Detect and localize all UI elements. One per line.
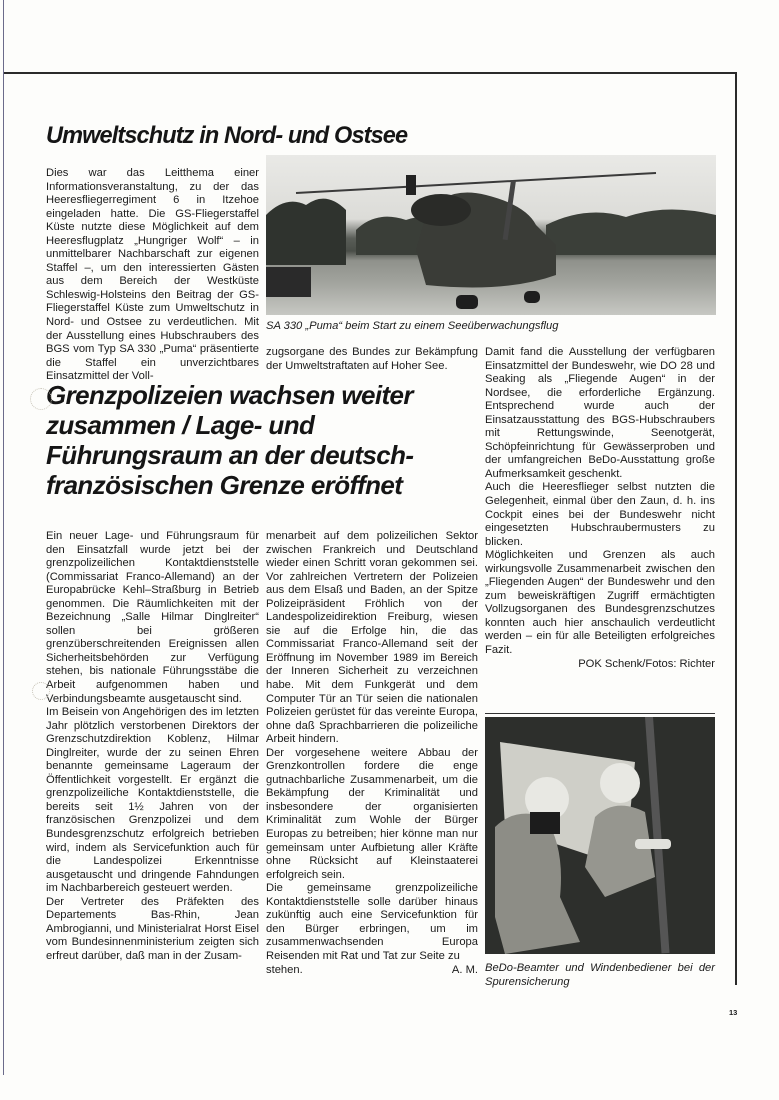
- article2-column-1: [46, 530, 259, 964]
- article2-paragraph: Die gemeinsame grenzpolizeiliche Kontaktdienststelle solle darüber hinaus zukünftig auch eine Servicefunktion für den Bürger erbringen, um im zusammenwachsenden Europa Reisenden mit Rat und Tat zur Seite zu: [266, 882, 478, 962]
- article1-paragraph: Dies war das Leitthema einer Informationsveranstaltung, zu der das Heeresfliegerregiment 6 in Itzehoe eingeladen hatte. Die GS-Fliegerstaffel Küste nutzte diese Möglichkeit auf dem Heeresflugplatz „Hungriger Wolf“ – in unmittelbarer Nachbarschaft zur eigenen Staffel –, um den interessierten Gästen aus dem Bereich der Westküste Schleswig-Holsteins den Beitrag der GS-Fliegerstaffel Küste zum Umweltschutz in Nord- und Ostsee zu verdeutlichen. Mit der Ausstellung eines Hubschraubers des BGS vom Typ SA 330 „Puma“ präsentierte die Staffel ein unverzichtbares Einsatzmittel der Voll-: [46, 167, 259, 383]
- article2-column-2: [266, 530, 478, 977]
- article2-paragraph: Ein neuer Lage- und Führungsraum für den Einsatzfall wurde jetzt bei der grenzpolizeilichen Kontaktdienststelle (Commissariat Franco-Allemand) an der Europabrücke Kehl–Straßburg in Betrieb genommen. Die Räumlichkeiten mit der Bezeichnung „Salle Hilmar Dinglreiter“ sollen bei größeren grenzüberschreitenden Ereignissen allen Sicherheitsbehörden zur Verfügung stehen, bis nationale Führungsstäbe die Arbeit aufgenommen haben und Verbindungsbeamte ausgetauscht sind.: [46, 530, 259, 705]
- article2-paragraph: Der vorgesehene weitere Abbau der Grenzkontrollen fordere die enge gutnachbarliche Zusammenarbeit, um die Bekämpfung der Kriminalität und insbesondere der organisierten Kriminalität zum Wohle der Bürger Europas zu betreiben; hier könne man nur gemeinsam unter Aufbietung aller Kräfte ohne Rücksicht auf Kleinstaaterei erfolgreich sein.: [266, 746, 478, 881]
- article2-closing-line: [266, 964, 478, 978]
- article1-paragraph: zugsorgane des Bundes zur Bekämpfung der Umweltstraftaten auf Hoher See.: [266, 346, 478, 372]
- helicopter-image-icon: [266, 155, 716, 315]
- article2-headline: Grenzpolizeien wachsen weiter zusammen / Lage- und Führungsraum an der deutsch-französischen Grenze eröffnet: [46, 380, 414, 500]
- article1-paragraph: Damit fand die Ausstellung der verfügbaren Einsatzmittel der Bundeswehr, wie DO 28 und Seaking als „Fliegende Augen“ in der Nordsee, die erforderliche Ergänzung. Entsprechend wurde auch der Einsatzausstattung des BGS-Hubschraubers mit Rettungswinde, Seenotgerät, Schöpfeinrichtung für Gewässerproben und der umfangreichen BeDo-Ausstattung große Aufmerksamkeit geschenkt.: [485, 346, 715, 480]
- page-number: 13: [729, 1008, 738, 1017]
- article2-paragraph: Im Beisein von Angehörigen des im letzten Jahr plötzlich verstorbenen Direktors der Grenzschutzdirektion Koblenz, Hilmar Dinglreiter, wurde der zu seinen Ehren benannte gemeinsame Lageraum der Öffentlichkeit vorgestellt. Er ergänzt die grenzpolizeiliche Kontaktdienststelle, die bereits seit 1½ Jahren von der französischen Grenzpolizei und dem Bundesgrenzschutz erfolgreich betrieben wird, indem als Servicefunktion auch für die Landespolizei Erkenntnisse ausgetauscht und dringende Fahndungen im Nachbarbereich gesteuert werden.: [46, 706, 259, 895]
- photo-caption: SA 330 „Puma“ beim Start zu einem Seeüberwachungsflug: [266, 320, 559, 332]
- crew-image-icon: [485, 717, 715, 954]
- author-signature: A. M.: [451, 963, 478, 976]
- article1-column-3: [485, 346, 715, 671]
- scan-artifact: [30, 388, 52, 410]
- article1-headline: Umweltschutz in Nord- und Ostsee: [46, 122, 408, 149]
- article1-paragraph: Auch die Heeresflieger selbst nutzten die Gelegenheit, einmal über den Zaun, d. h. ins Cockpit eines bei der Bundeswehr nicht eingesetzten Hubschraubermusters zu blicken.: [485, 481, 715, 548]
- crew-photo: [485, 717, 715, 954]
- article1-column-2: [266, 346, 478, 373]
- scan-artifact: [32, 682, 50, 700]
- frame-top-rule: [3, 72, 737, 74]
- article2-paragraph: Der Vertreter des Präfekten des Departements Bas-Rhin, Jean Ambrogianni, und Ministerialrat Horst Eisel vom Bundesinnenministerium zeigten sich erfreut darüber, daß man in der Zusam-: [46, 895, 259, 962]
- article1-column-1: [46, 167, 259, 384]
- photo-separator-rule: [485, 713, 715, 714]
- photo-caption: BeDo-Beamter und Windenbediener bei der Spurensicherung: [485, 962, 715, 988]
- article1-paragraph: Möglichkeiten und Grenzen als auch wirkungsvolle Zusammenarbeit zwischen den „Fliegenden Augen“ der Bundeswehr und den zum beweiskräftigen Zugriff ermächtigten Vollzugsorganen des Bundesgrenzschutzes konnten auch hier anschaulich verdeutlicht werden – ein für alle Beteiligten erfolgreiches Fazit.: [485, 549, 715, 657]
- closing-word: stehen.: [266, 963, 303, 976]
- frame-right-rule: [735, 72, 737, 985]
- frame-left-rule: [3, 0, 4, 1075]
- article2-paragraph: menarbeit auf dem polizeilichen Sektor zwischen Frankreich und Deutschland wieder einen Schritt voran gekommen sei. Vor zahlreichen Vertretern der Polizeien aus dem Elsaß und Baden, an der Spitze Polizeipräsident Fröhlich von der Landespolizeidirektion Freiburg, wiesen sie auf die Erfolge hin, die das Commissariat Franco-Allemand seit der Eröffnung im November 1989 im Bereich der Inneren Sicherheit zu verzeichnen habe. Mit dem Funkgerät und dem Computer Tür an Tür seien die nationalen Polizeien gerüstet für das vereinte Europa, ohne daß Sprachbarrieren die polizeiliche Arbeit hindern.: [266, 530, 478, 746]
- author-byline: POK Schenk/Fotos: Richter: [578, 657, 715, 670]
- puma-helicopter-photo: [266, 155, 716, 315]
